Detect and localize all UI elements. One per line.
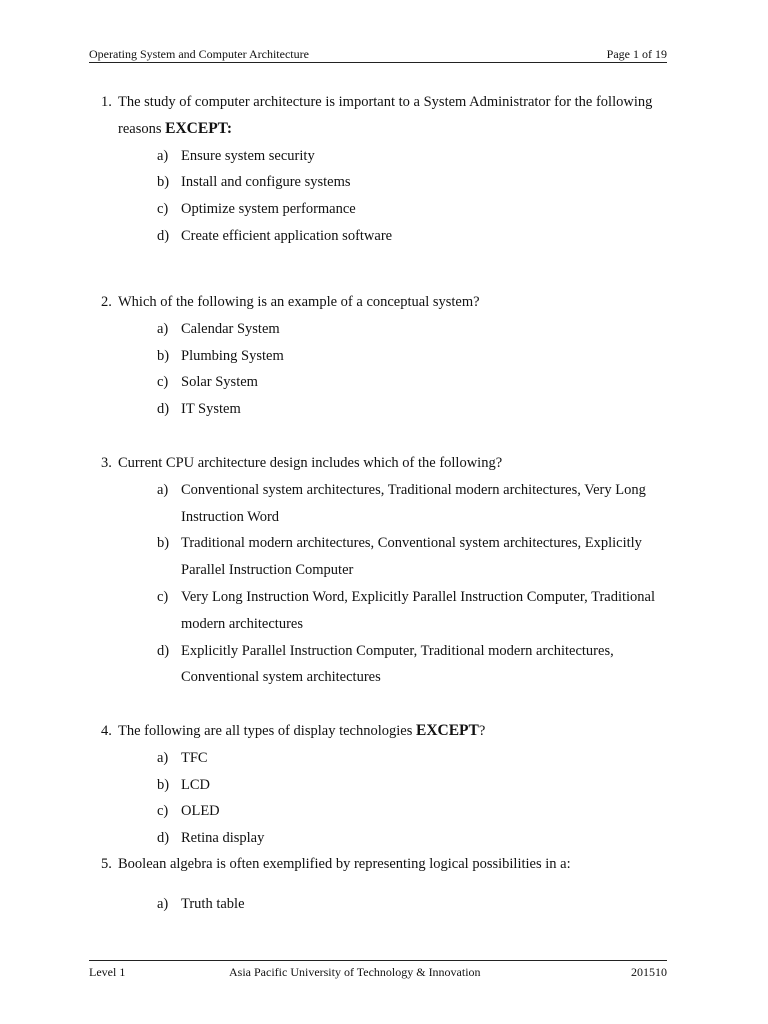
option-text: Calendar System bbox=[181, 320, 280, 337]
footer-university: Asia Pacific University of Technology & Innovation bbox=[229, 965, 481, 979]
question-text: Boolean algebra is often exemplified by representing logical possibilities in a: bbox=[118, 856, 571, 872]
option-b[interactable] bbox=[89, 530, 689, 584]
question-emphasis: EXCEPT: bbox=[165, 119, 233, 137]
question-1 bbox=[89, 89, 689, 250]
option-letter: d) bbox=[157, 401, 170, 418]
option-c[interactable] bbox=[89, 369, 689, 396]
option-text: Conventional system architectures, Traditional modern architectures, Very Long Instruction Word bbox=[181, 481, 646, 525]
question-text: The study of computer architecture is important to a System Administrator for the following reasons bbox=[118, 94, 653, 137]
question-number: 4. bbox=[101, 723, 112, 739]
question-stem bbox=[89, 450, 689, 477]
option-a[interactable] bbox=[89, 316, 689, 343]
option-letter: d) bbox=[157, 227, 170, 244]
option-letter: a) bbox=[157, 147, 169, 164]
option-c[interactable] bbox=[89, 584, 689, 638]
option-text: IT System bbox=[181, 401, 241, 418]
option-text: Very Long Instruction Word, Explicitly Parallel Instruction Computer, Traditional modern architectures bbox=[181, 588, 656, 632]
course-title: Operating System and Computer Architecture bbox=[89, 47, 309, 61]
option-letter: d) bbox=[157, 830, 170, 847]
question-stem bbox=[89, 289, 689, 316]
option-d[interactable] bbox=[89, 638, 689, 692]
options-list bbox=[89, 316, 689, 423]
option-letter: a) bbox=[157, 320, 169, 337]
footer-code: 201510 bbox=[631, 965, 667, 979]
question-stem bbox=[89, 851, 689, 878]
option-letter: b) bbox=[157, 535, 170, 552]
option-letter: c) bbox=[157, 588, 169, 605]
option-letter: a) bbox=[157, 749, 169, 766]
question-number: 3. bbox=[101, 455, 112, 471]
page-header bbox=[89, 46, 667, 63]
question-number: 2. bbox=[101, 294, 112, 310]
footer-level: Level 1 bbox=[89, 965, 126, 979]
question-text: Which of the following is an example of a conceptual system? bbox=[118, 294, 480, 310]
option-text: Plumbing System bbox=[181, 347, 284, 364]
question-5 bbox=[89, 851, 689, 918]
option-text: Retina display bbox=[181, 830, 265, 847]
options-list bbox=[89, 745, 689, 852]
question-stem bbox=[89, 89, 689, 143]
question-text: Current CPU architecture design includes which of the following? bbox=[118, 455, 503, 471]
option-text: Install and configure systems bbox=[181, 174, 351, 191]
question-2 bbox=[89, 289, 689, 423]
option-a[interactable] bbox=[89, 891, 689, 918]
option-text: Truth table bbox=[181, 895, 245, 912]
options-list bbox=[89, 891, 689, 918]
option-a[interactable] bbox=[89, 745, 689, 772]
option-b[interactable] bbox=[89, 343, 689, 370]
option-b[interactable] bbox=[89, 169, 689, 196]
option-d[interactable] bbox=[89, 825, 689, 852]
option-a[interactable] bbox=[89, 143, 689, 170]
option-letter: c) bbox=[157, 374, 169, 391]
option-b[interactable] bbox=[89, 772, 689, 799]
page-number: Page 1 of 19 bbox=[606, 47, 667, 61]
options-list bbox=[89, 143, 689, 250]
option-text: OLED bbox=[181, 803, 220, 820]
option-text: LCD bbox=[181, 776, 210, 793]
option-text: Ensure system security bbox=[181, 147, 315, 164]
question-suffix: ? bbox=[478, 723, 486, 739]
option-c[interactable] bbox=[89, 798, 689, 825]
question-emphasis: EXCEPT bbox=[415, 722, 479, 739]
option-letter: d) bbox=[157, 642, 170, 659]
options-list bbox=[89, 477, 689, 691]
option-letter: c) bbox=[157, 201, 169, 218]
option-letter: c) bbox=[157, 803, 169, 820]
option-letter: a) bbox=[157, 895, 169, 912]
option-letter: b) bbox=[157, 174, 170, 191]
question-stem bbox=[89, 718, 689, 745]
option-d[interactable] bbox=[89, 223, 689, 250]
question-3 bbox=[89, 450, 689, 691]
question-text: The following are all types of display technologies bbox=[118, 723, 413, 739]
option-text: TFC bbox=[181, 749, 208, 766]
option-text: Traditional modern architectures, Conventional system architectures, Explicitly Parallel Instruction Computer bbox=[181, 535, 642, 579]
option-letter: b) bbox=[157, 347, 170, 364]
option-text: Explicitly Parallel Instruction Computer, Traditional modern architectures, Conventional system architectures bbox=[181, 642, 614, 686]
option-c[interactable] bbox=[89, 196, 689, 223]
option-a[interactable] bbox=[89, 477, 689, 531]
option-d[interactable] bbox=[89, 396, 689, 423]
question-number: 1. bbox=[101, 94, 112, 110]
option-text: Solar System bbox=[181, 374, 258, 391]
option-text: Optimize system performance bbox=[181, 201, 356, 218]
question-number: 5. bbox=[101, 856, 112, 872]
page-footer bbox=[89, 960, 667, 981]
question-4 bbox=[89, 718, 689, 852]
option-letter: a) bbox=[157, 481, 169, 498]
option-letter: b) bbox=[157, 776, 170, 793]
option-text: Create efficient application software bbox=[181, 227, 393, 244]
